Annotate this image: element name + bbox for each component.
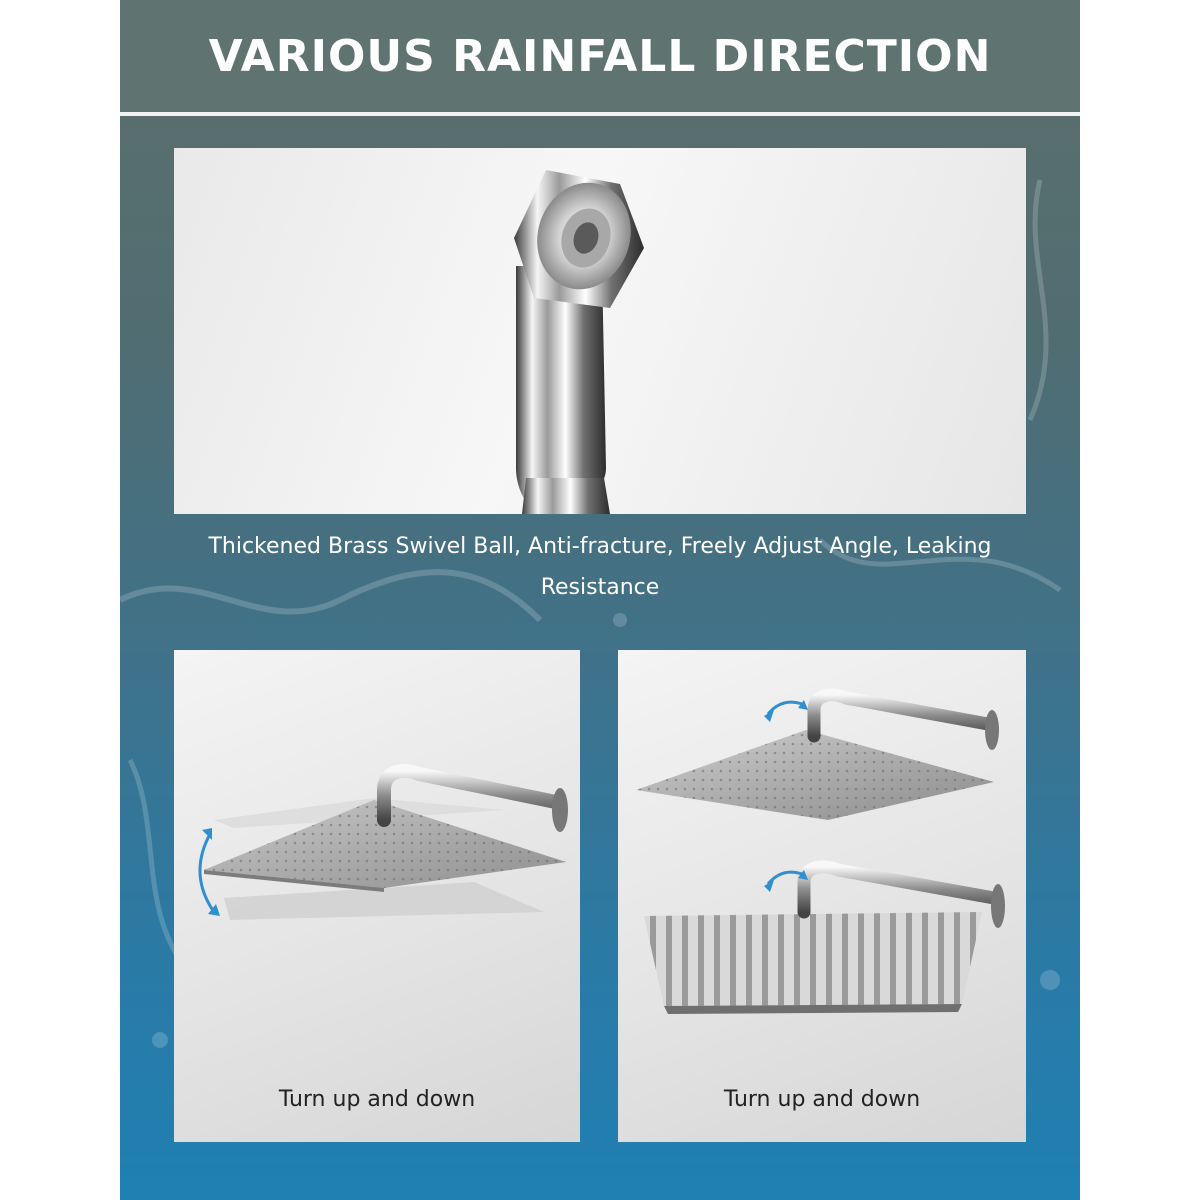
shower-head-tilt-illustration [174,650,580,1142]
panel-label-right: Turn up and down [723,1087,921,1112]
tilt-demo-panel-right [618,650,1026,1142]
swivel-connector-icon [174,148,1026,514]
tilt-demo-panel-left [174,650,580,1142]
title-divider [120,112,1080,116]
shower-head-rotate-illustration [618,650,1026,1142]
title-band [120,0,1080,112]
swivel-ball-panel [174,148,1026,514]
feature-caption: Thickened Brass Swivel Ball, Anti-fracture, Freely Adjust Angle, Leaking Resistance [208,534,992,600]
product-poster [120,0,1080,1200]
panel-label-left: Turn up and down [278,1087,476,1112]
page-title: VARIOUS RAINFALL DIRECTION [208,30,992,82]
